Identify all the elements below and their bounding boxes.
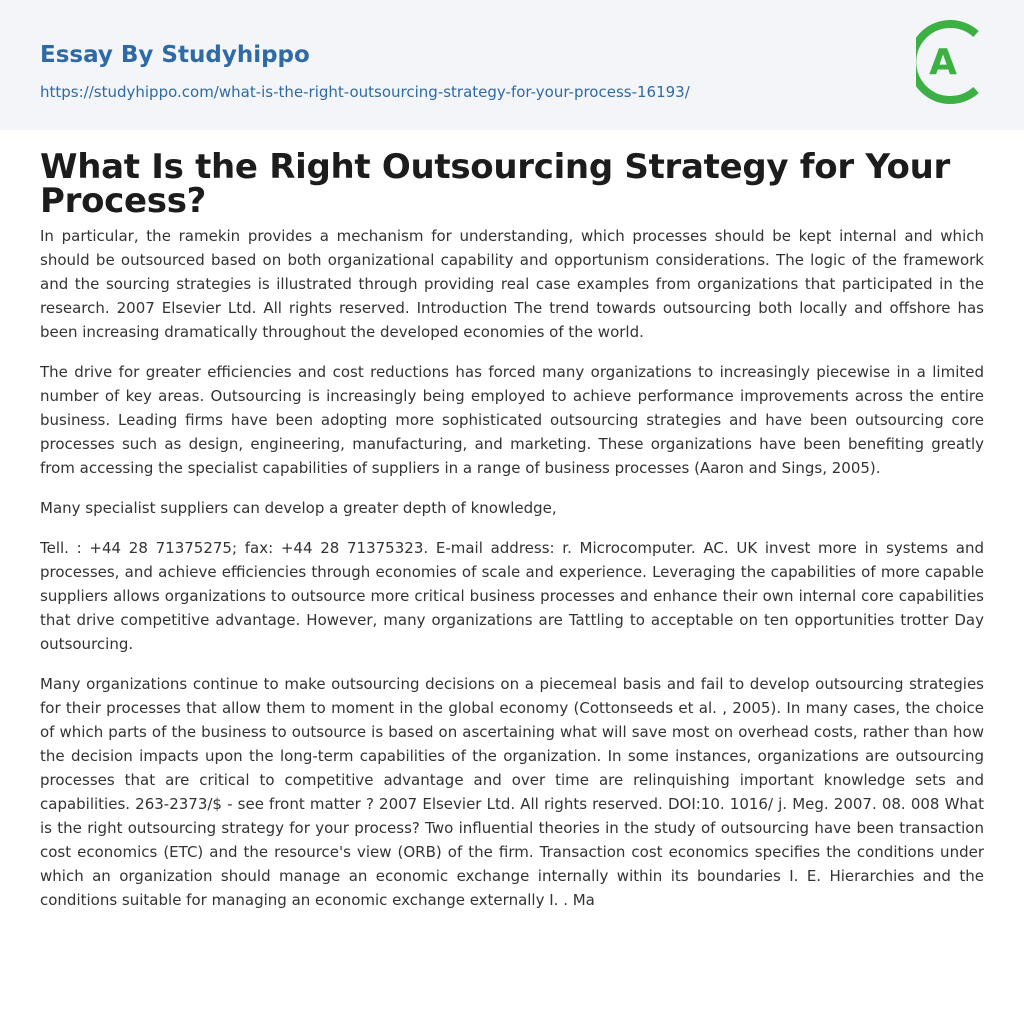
logo-letter: A xyxy=(929,42,957,83)
studyhippo-logo-icon[interactable] xyxy=(916,18,986,106)
paragraph: The drive for greater efficiencies and cost reductions has forced many organizations to increasingly piecewise in a limited number of key areas. Outsourcing is increasingly being employed to achieve performance improvements across the entire business. Leading firms have been adopting more sophisticated outsourcing strategies and have been outsourcing core processes such as design, engineering, manufacturing, and marketing. These organizations have been benefiting greatly from accessing the specialist capabilities of suppliers in a range of business processes (Aaron and Sings, 2005). xyxy=(40,363,984,477)
source-url-link[interactable]: https://studyhippo.com/what-is-the-right-outsourcing-strategy-for-your-process-16193/ xyxy=(40,83,690,101)
article xyxy=(0,147,1024,912)
paragraph: Many specialist suppliers can develop a greater depth of knowledge, xyxy=(40,499,557,517)
paragraph: Tell. : +44 28 71375275; fax: +44 28 71375323. E-mail address: r. Microcomputer. AC. UK invest more in systems and processes, and achieve efficiencies through economies of scale and experience. Leveraging the capabilities of more capable suppliers allows organizations to outsource more critical business processes and enhance their own internal core capabilities that drive competitive advantage. However, many organizations are Tattling to acceptable on ten opportunities trotter Day outsourcing. xyxy=(40,539,984,653)
site-title[interactable]: Essay By Studyhippo xyxy=(40,42,310,68)
paragraph: Many organizations continue to make outsourcing decisions on a piecemeal basis and fail to develop outsourcing strategies for their processes that allow them to moment in the global economy (Cottonseeds et al. , 2005). In many cases, the choice of which parts of the business to outsource is based on ascertaining what will save most on overhead costs, rather than how the decision impacts upon the long-term capabilities of the organization. In some instances, organizations are outsourcing processes that are critical to competitive advantage and over time are relinquishing important knowledge sets and capabilities. 263-2373/$ - see front matter ? 2007 Elsevier Ltd. All rights reserved. DOI:10. 1016/ j. Meg. 2007. 08. 008 What is the right outsourcing strategy for your process? Two influential theories in the study of outsourcing have been transaction cost economics (ETC) and the resource's view (ORB) of the firm. Transaction cost economics specifies the conditions under which an organization should manage an economic exchange internally within its boundaries I. E. Hierarchies and the conditions suitable for managing an economic exchange externally I. . Ma xyxy=(40,675,984,909)
site-header xyxy=(0,0,1024,130)
page-title: What Is the Right Outsourcing Strategy for Your Process? xyxy=(40,147,950,221)
paragraph: In particular, the ramekin provides a mechanism for understanding, which processes should be kept internal and which should be outsourced based on both organizational capability and opportunism considerations. The logic of the framework and the sourcing strategies is illustrated through providing real case examples from organizations that participated in the research. 2007 Elsevier Ltd. All rights reserved. Introduction The trend towards outsourcing both locally and offshore has been increasing dramatically throughout the developed economies of the world. xyxy=(40,227,984,341)
